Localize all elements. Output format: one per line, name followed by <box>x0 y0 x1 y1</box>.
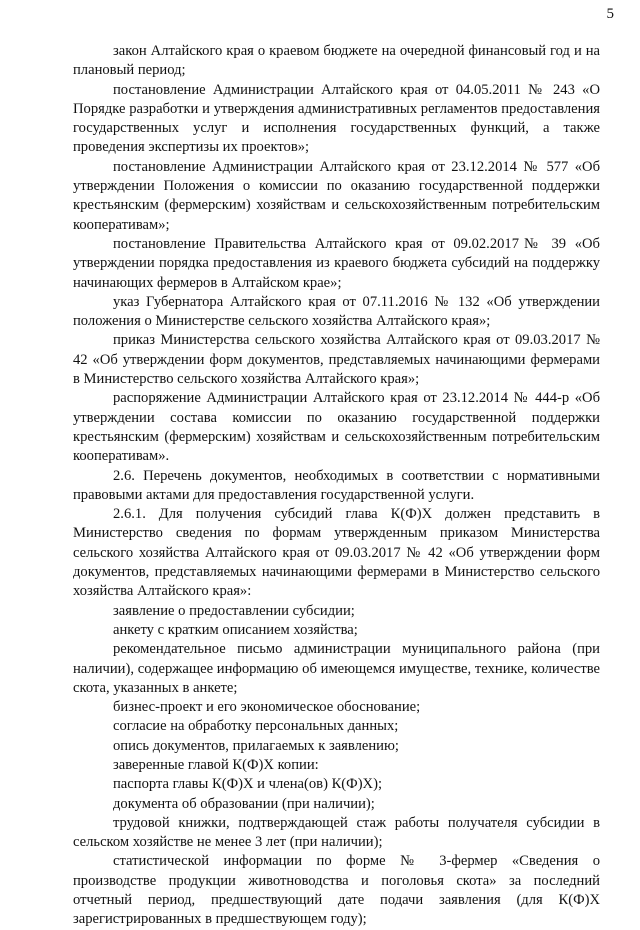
paragraph-section-2-6-1: 2.6.1. Для получения субсидий глава К(Ф)Х должен представить в Министерство сведения по формам утвержденным приказом Министерства сельского хозяйства Алтайского края от 09.03.2017 № 42 «Об утверждении форм документов, представляемых начинающими фермерами в Министерство сельского хозяйства Алтайского края»: <box>73 506 600 600</box>
paragraph-resolution-577: постановление Администрации Алтайского края от 23.12.2014 № 577 «Об утверждении Положения о комиссии по оказанию государственной поддержки крестьянским (фермерским) хозяйствам и сельскохозяйственным потребительским кооперативам»; <box>73 158 600 233</box>
list-item-statistics: статистической информации по форме № 3-фермер «Сведения о производстве продукции животноводства и поголовья скота» за последний отчетный период, предшествующий дате подачи заявления (для К(Ф)Х зарегистрированных в предшествующем году); <box>73 853 600 928</box>
list-item-recommendation-letter: рекомендательное письмо администрации муниципального района (при наличии), содержащее информацию об имеющемся имуществе, технике, количестве скота, указанных в анкете; <box>73 641 600 696</box>
list-item-document-inventory: опись документов, прилагаемых к заявлению; <box>113 737 399 754</box>
list-item-business-plan: бизнес-проект и его экономическое обоснование; <box>113 699 421 716</box>
page-number: 5 <box>606 6 614 22</box>
paragraph-resolution-39: постановление Правительства Алтайского края от 09.02.2017№ 39 «Об утверждении порядка предоставления из краевого бюджета субсидий на поддержку начинающих фермеров в Алтайском крае»; <box>73 235 600 291</box>
paragraph-resolution-243: постановление Администрации Алтайского края от 04.05.2011 № 243 «О Порядке разработки и утверждения административных регламентов предоставления государственных услуг и исполнения государственных функций, а также проведения экспертизы их проектов»; <box>73 81 600 156</box>
list-item-application: заявление о предоставлении субсидии; <box>113 602 355 619</box>
paragraph-decree-132: указ Губернатора Алтайского края от 07.11.2016 № 132 «Об утверждении положения о Министерстве сельского хозяйства Алтайского края»; <box>73 293 600 330</box>
paragraph-directive-444: распоряжение Администрации Алтайского края от 23.12.2014 № 444-р «Об утверждении состава комиссии по оказанию государственной поддержки крестьянским (фермерским) хозяйствам и сельскохозяйственным потребительским кооперативам». <box>73 390 600 465</box>
paragraph-budget-law: закон Алтайского края о краевом бюджете на очередной финансовый год и на плановый период; <box>73 43 600 79</box>
list-item-data-consent: согласие на обработку персональных данных; <box>113 718 399 735</box>
paragraph-section-2-6: 2.6. Перечень документов, необходимых в соответствии с нормативными правовыми актами для предоставления государственной услуги. <box>73 467 600 503</box>
list-item-employment-record: трудовой книжки, подтверждающей стаж работы получателя субсидии в сельском хозяйстве не менее 3 лет (при наличии); <box>73 814 600 851</box>
list-item-certified-copies: заверенные главой К(Ф)Х копии: <box>113 756 319 773</box>
document-body <box>73 42 600 930</box>
list-item-passport: паспорта главы К(Ф)Х и члена(ов) К(Ф)Х); <box>113 776 383 793</box>
paragraph-order-42: приказ Министерства сельского хозяйства Алтайского края от 09.03.2017 № 42 «Об утверждении форм документов, представляемых начинающими фермерами в Министерство сельского хозяйства Алтайского края»; <box>73 332 600 388</box>
list-item-questionnaire: анкету с кратким описанием хозяйства; <box>113 621 358 638</box>
list-item-education: документа об образовании (при наличии); <box>113 795 375 812</box>
